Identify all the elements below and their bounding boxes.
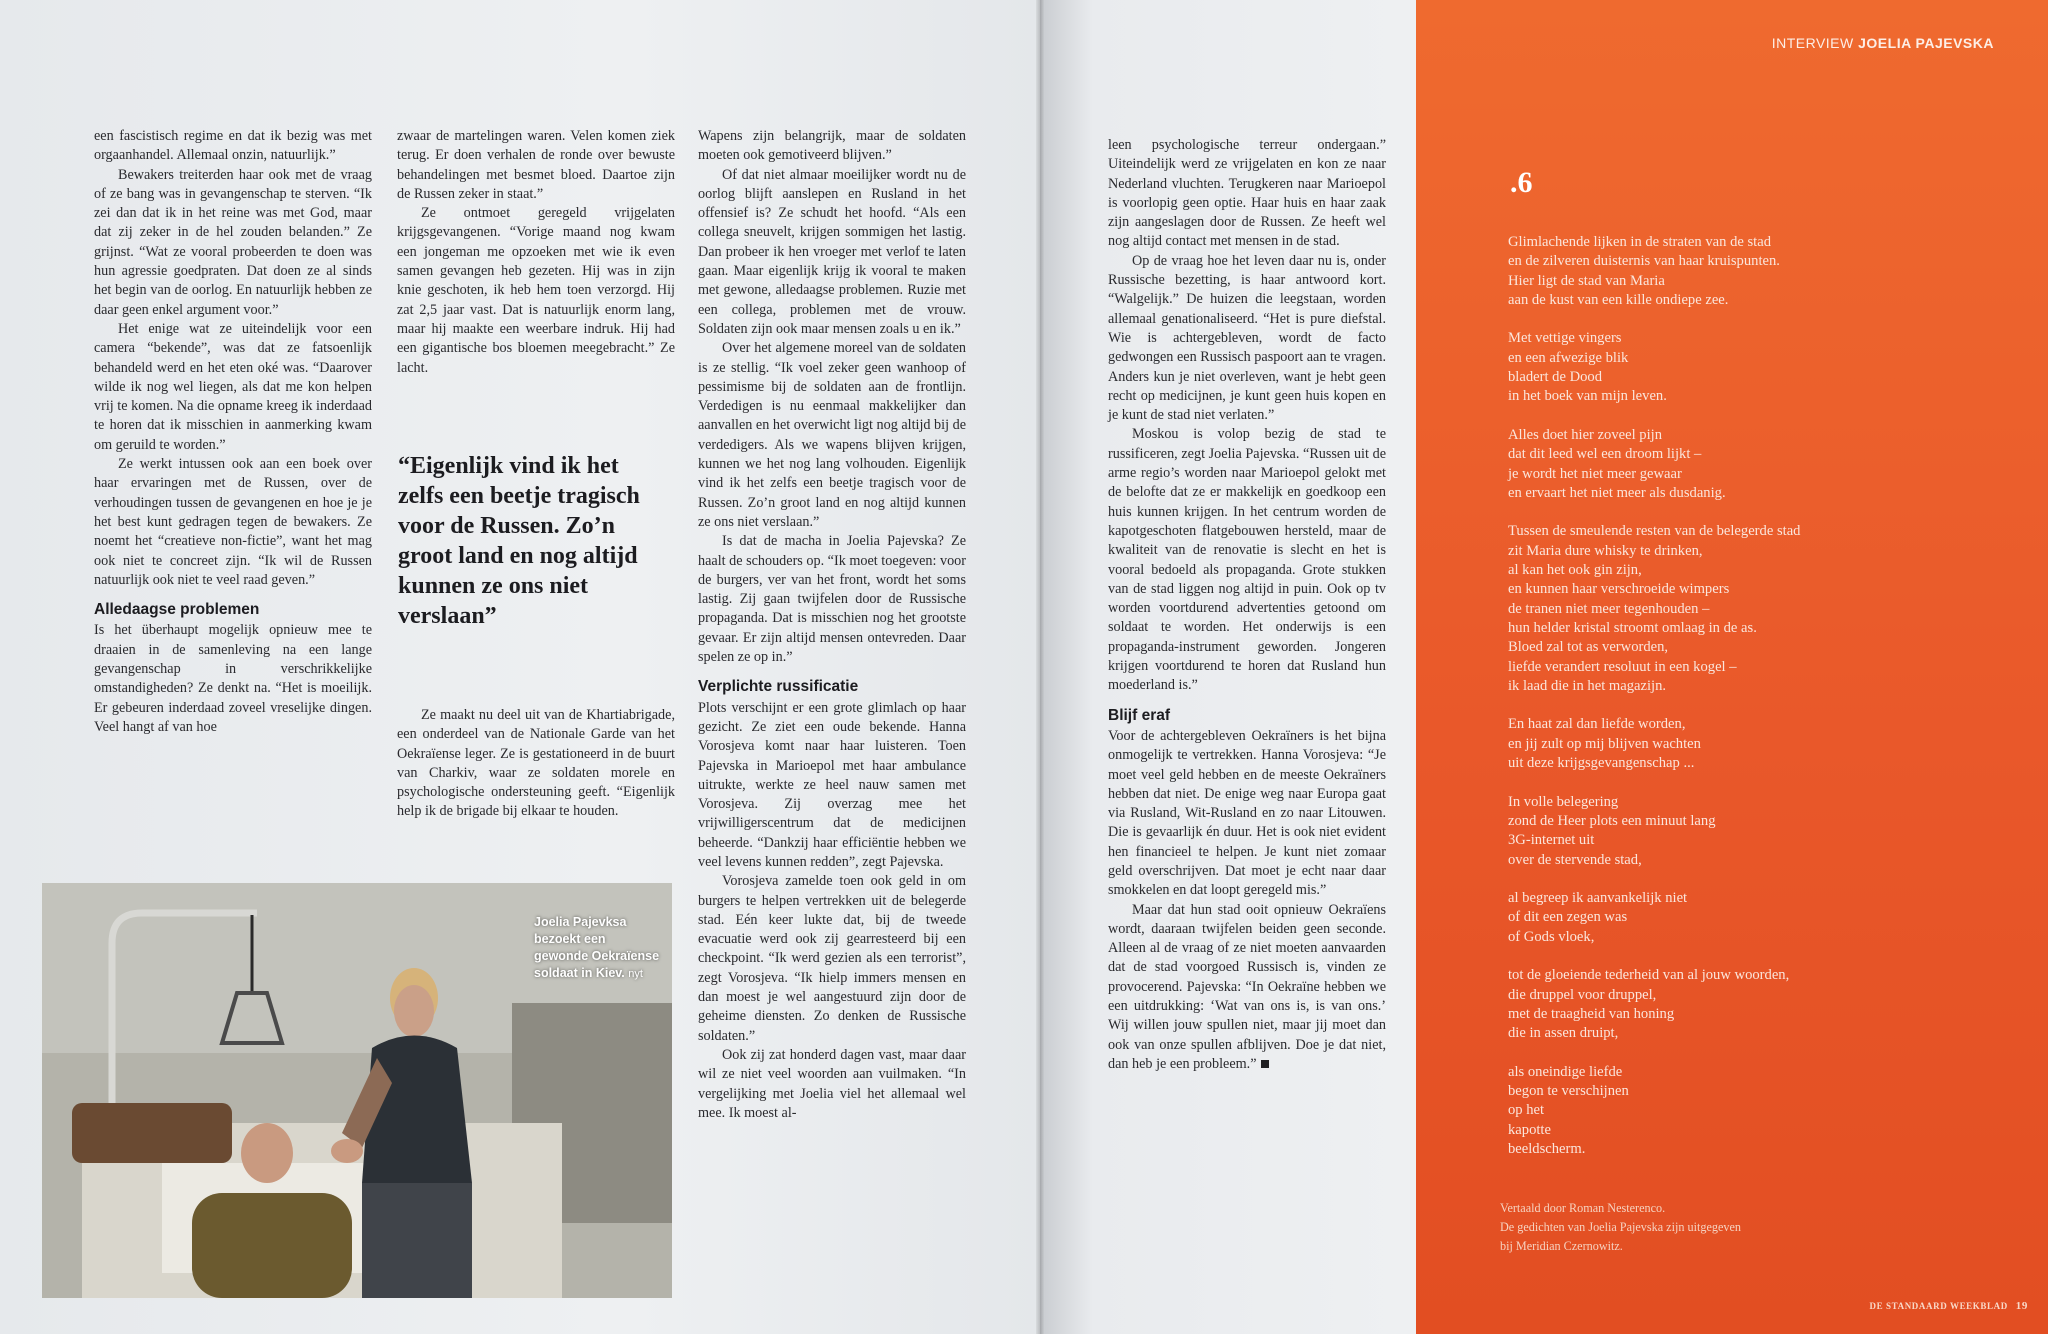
paragraph: Is dat de macha in Joelia Pajevska? Ze haalt de schouders op. “Ik moet toegeven: voor de burgers, ver van het front, wordt het soms lastig. Zij gaan twijfelen door de Russische propaganda. Dat is misschien nog het grootste gevaar. Er zijn altijd mensen ontevreden. Daar spelen ze op in.”: [698, 533, 966, 666]
paragraph: Het enige wat ze uiteindelijk voor een camera “bekende”, was dat ze fatsoenlijk behandeld werd en het eten oké was. “Daarover wilde ik nog wel liegen, als dat me kon helpen vrij te komen. Na die opname kreeg ik inderdaad te horen dat ik misschien in aanmerking kwam om geruild te worden.”: [94, 320, 372, 453]
poem-line: of dit een zegen was: [1508, 909, 1628, 926]
poem-line: die in assen druipt,: [1508, 1025, 1619, 1042]
paragraph: zwaar de martelingen waren. Velen komen ziek terug. Er doen verhalen de ronde over bewuste behandelingen met besmet bloed. Daartoe zijn de Russen zeker in staat.”: [397, 128, 675, 202]
article-column-1: [94, 127, 372, 737]
page-gutter: [1036, 0, 1044, 1334]
poem-line: begon te verschijnen: [1508, 1083, 1629, 1100]
poem-line: En haat zal dan liefde worden,: [1508, 716, 1686, 733]
paragraph: Op de vraag hoe het leven daar nu is, onder Russische bezetting, is haar antwoord kort. “Walgelijk.” De huizen die leegstaan, worden allemaal genationaliseerd. “Het is pure diefstal. Wie is achtergebleven, wordt de facto gedwongen een Russisch paspoort aan te vragen. Anders kun je niet overleven, want je hebt geen recht op medicijnen, je kunt geen huis kopen en je kunt de stad niet verlaten.”: [1108, 252, 1386, 424]
article-column-3: [698, 127, 966, 1123]
poem-line: dat dit leed wel een droom lijkt –: [1508, 446, 1702, 463]
photo-caption: [534, 914, 662, 983]
poem-stanza: [1508, 793, 1888, 870]
poem-line: al begreep ik aanvankelijk niet: [1508, 890, 1688, 907]
poem-line: of Gods vloek,: [1508, 928, 1595, 945]
paragraph: Moskou is volop bezig de stad te russificeren, zegt Joelia Pajevska. “Russen uit de arme regio’s worden naar Marioepol gelokt met de belofte dat ze er makkelijk en goedkoop een huis kunnen krijgen. In het centrum worden de kapotgeschoten flatgebouwen hersteld, maar de kwaliteit van de renovatie is slecht en het is vooral bedoeld als propaganda. Grote stukken van de stad liggen nog altijd in puin. Ook op tv worden voortdurend advertenties getoond om soldaat te worden. Het onderwijs is een propaganda-instrument geworden. Jongeren krijgen voortdurend te horen dat Rusland hun moederland is.”: [1108, 426, 1386, 694]
poem-line: 3G-internet uit: [1508, 832, 1595, 849]
poem-line: je wordt het niet meer gewaar: [1508, 465, 1682, 482]
poem-line: en ervaart het niet meer als dusdanig.: [1508, 484, 1726, 501]
photo-caption-text: Joelia Pajevksa bezoekt een gewonde Oekraïense soldaat in Kiev.: [534, 915, 660, 980]
paragraph: Ze ontmoet geregeld vrijgelaten krijgsgevangenen. “Vorige maand nog kwam een jongeman me opzoeken met wie ik even samen gevangen heb gezeten. Hij was in zijn knie geschoten, ik heb hem toen verzorgd. Hij zat 2,5 jaar vast. Dat is natuurlijk enorm lang, maar hij maakte een weerbare indruk. Hij had een gigantische bos bloemen meegebracht.” Ze lacht.: [397, 205, 675, 376]
paragraph: Ook zij zat honderd dagen vast, maar daar wil ze niet veel woorden aan vuilmaken. “In vergelijking met Joelia viel het allemaal wel mee. Ik moest al-: [698, 1046, 966, 1121]
poem: [1508, 233, 1888, 1179]
end-of-article-mark: [1261, 1060, 1269, 1068]
poem-line: en kunnen haar verschroeide wimpers: [1508, 581, 1730, 598]
poem-line: In volle belegering: [1508, 793, 1619, 810]
poem-stanza: [1508, 426, 1888, 503]
poem-stanza: [1508, 233, 1888, 310]
poem-credits: [1500, 1199, 1880, 1256]
poem-stanza: [1508, 966, 1888, 1043]
poem-number: .6: [1510, 166, 1533, 199]
subheading: Blijf eraf: [1108, 706, 1171, 724]
section-label-name: JOELIA PAJEVSKA: [1858, 35, 1994, 51]
poem-line: liefde verandert resoluut in een kogel –: [1508, 658, 1737, 675]
poem-line: zit Maria dure whisky te drinken,: [1508, 542, 1703, 559]
poem-line: zond de Heer plots een minuut lang: [1508, 812, 1716, 829]
paragraph: een fascistisch regime en dat ik bezig was met orgaanhandel. Allemaal onzin, natuurlijk.”: [94, 128, 372, 164]
paragraph: leen psychologische terreur ondergaan.” Uiteindelijk werd ze vrijgelaten en kon ze naar Nederland vluchten. Terugkeren naar Marioepol is voorlopig geen optie. Haar huis en haar zaak zijn aangeslagen door de Russen. Ze heeft wel nog altijd contact met mensen in de stad.: [1108, 137, 1386, 250]
paragraph: Voor de achtergebleven Oekraïners is het bijna onmogelijk te vertrekken. Hanna Vorosjeva: “Je moet veel geld hebben en de meeste Oekraïners hebben dat niet. De enige weg naar Europa gaat via Rusland, Wit-Rusland en zo naar Litouwen. Die is gevaarlijk én duur. Het is ook niet evident hen financieel te helpen. Je kunt niet zomaar geld overschrijven. Dat moet je echt naar daar smokkelen en dat loopt geregeld mis.”: [1108, 727, 1386, 899]
subheading: Alledaagse problemen: [94, 601, 260, 619]
poem-line: kapotte: [1508, 1121, 1551, 1138]
paragraph-text: Maar dat hun stad ooit opnieuw Oekraïens wordt, daaraan twijfelen beiden geen seconde. Alleen al de vraag of ze niet moeten aanvaarden dat de stad voorgoed Russisch is, vinden ze provocerend. Pajevska: “In Oekraïne hebben we een uitdrukking: ‘Wat van ons is, is van ons.’ Wij willen jouw spullen niet, maar jij moet dan ook van onze spullen afblijven. Doe je dat niet, dan heb je een probleem.”: [1108, 901, 1386, 1072]
poem-line: Glimlachende lijken in de straten van de stad: [1508, 234, 1772, 250]
poem-line: en een afwezige blik: [1508, 349, 1629, 366]
article-column-2: [397, 127, 675, 378]
poem-stanza: [1508, 889, 1888, 947]
poem-line: als oneindige liefde: [1508, 1063, 1623, 1080]
poem-line: ik laad die in het magazijn.: [1508, 677, 1667, 694]
poem-stanza: [1508, 1063, 1888, 1159]
poem-line: hun helder kristal stroomt omlaag in de as.: [1508, 619, 1757, 636]
poem-line: in het boek van mijn leven.: [1508, 388, 1667, 405]
paragraph: Is het überhaupt mogelijk opnieuw mee te draaien in de samenleving na een lange gevangenschap in verschrikkelijke omstandigheden? Ze denkt na. “Het is moeilijk. Er gebeuren inderdaad zoveel vreselijke dingen. Veel hangt af van hoe: [94, 622, 372, 735]
poem-stanza: [1508, 715, 1888, 773]
article-column-2-continued: [397, 706, 675, 822]
paragraph: Bewakers treiterden haar ook met de vraag of ze bang was in gevangenschap te sterven. “Ik zei dan dat ik in het reine was met God, maar dat zij zeker in de hel zouden belanden.” Ze grijnst. “Wat ze vooral probeerden te doen was hun agressie goedpraten. Dat doen ze al sinds het begin van de oorlog. En natuurlijk hebben ze daar geen enkel argument voor.”: [94, 166, 372, 318]
page-number: 19: [2015, 1300, 2028, 1312]
poem-line: over de stervende stad,: [1508, 851, 1642, 868]
poem-line: al kan het ook gin zijn,: [1508, 562, 1642, 579]
translator-credit: Vertaald door Roman Nesterenco.: [1500, 1201, 1666, 1215]
poem-stanza: [1508, 329, 1888, 406]
poem-line: Hier ligt de stad van Maria: [1508, 272, 1665, 289]
poem-line: op het: [1508, 1102, 1545, 1119]
paragraph: Wapens zijn belangrijk, maar de soldaten moeten ook gemotiveerd blijven.”: [698, 128, 966, 164]
poem-line: met de traagheid van honing: [1508, 1005, 1675, 1022]
poem-line: de tranen niet meer tegenhouden –: [1508, 600, 1710, 617]
paragraph: [1108, 901, 1386, 1075]
poem-line: beeldscherm.: [1508, 1140, 1586, 1157]
poem-line: Alles doet hier zoveel pijn: [1508, 426, 1662, 443]
poem-line: en de zilveren duisternis van haar kruispunten.: [1508, 253, 1780, 270]
publisher-credit-line-2: bij Meridian Czernowitz.: [1500, 1239, 1623, 1253]
poem-line: aan de kust van een kille ondiepe zee.: [1508, 291, 1729, 308]
paragraph: Over het algemene moreel van de soldaten is ze stellig. “Ik voel zeker geen wanhoop of pessimisme bij de soldaten aan de frontlijn. Verdedigen is nu eenmaal makkelijker dan aanvallen en het overwicht ligt nog altijd bij de verdedigers. Als we wapens blijven krijgen, kunnen we het nog lang volhouden. Eigenlijk vind ik het zelfs een beetje tragisch voor de Russen. Zo’n groot land en nog altijd kunnen ze ons niet verslaan.”: [698, 340, 966, 530]
poem-line: en jij zult op mij blijven wachten: [1508, 735, 1701, 752]
publisher-credit-line-1: De gedichten van Joelia Pajevska zijn uitgegeven: [1500, 1220, 1741, 1234]
poem-stanza: [1508, 522, 1888, 696]
poem-line: Bloed zal tot as verworden,: [1508, 639, 1669, 656]
page-footer: [1870, 1300, 2029, 1312]
paragraph: Plots verschijnt er een grote glimlach op haar gezicht. Ze ziet een oude bekende. Hanna Vorosjeva komt naar haar luisteren. Toen Pajevska in Marioepol met haar ambulance uitrukte, werkte ze heel nauw samen met Vorosjeva. Zij overzag mee het vrijwilligerscentrum dat de medicijnen beheerde. “Dankzij haar efficiëntie hebben we veel levens kunnen redden”, zegt Pajevska.: [698, 699, 966, 870]
poem-line: tot de gloeiende tederheid van al jouw woorden,: [1508, 967, 1790, 984]
poem-line: bladert de Dood: [1508, 369, 1603, 386]
photo-credit: nyt: [628, 968, 643, 980]
paragraph: Vorosjeva zamelde toen ook geld in om burgers te helpen vertrekken uit de belegerde stad. Eén keer lukte dat, bij de tweede evacuatie werd ook zij gearresteerd bij een checkpoint. “Ik werd gezien als een terrorist”, zegt Vorosjeva. “Ik hielp immers mensen en dan moest je wel aangestuurd zijn door de geheime diensten. Zo denken de Russische soldaten.”: [698, 873, 966, 1044]
magazine-name: DE STANDAARD WEEKBLAD: [1869, 1301, 2008, 1311]
article-column-4: [1108, 136, 1386, 1074]
section-label: [1772, 35, 1994, 51]
poem-line: die druppel voor druppel,: [1508, 986, 1657, 1003]
paragraph: Of dat niet almaar moeilijker wordt nu de oorlog blijft aanslepen en Rusland in het offensief is? Ze schudt het hoofd. “Als een collega sneuvelt, krijgen sommigen het lastig. Dan probeer ik hen vroeger met verlof te laten gaan. Maar eigenlijk krijg ik vooral te maken met gewone, alledaagse problemen. Ruzie met een collega, problemen met de vrouw. Soldaten zijn ook maar mensen zoals u en ik.”: [698, 166, 966, 337]
poem-line: uit deze krijgsgevangenschap ...: [1508, 755, 1695, 772]
poem-line: Met vettige vingers: [1508, 330, 1622, 347]
paragraph: Ze werkt intussen ook aan een boek over haar ervaringen met de Russen, over de verhoudingen tussen de gevangenen en hoe je je het best kunt gedragen tegen de bewakers. Ze noemt het “creatieve non-fictie”, want het mag ook niet te concreet zijn. “Ik wil de Russen natuurlijk ook niet te veel raad geven.”: [94, 456, 372, 588]
paragraph: Ze maakt nu deel uit van de Khartiabrigade, een onderdeel van de Nationale Garde van het Oekraïense leger. Ze is gestationeerd in de buurt van Charkiv, waar ze soldaten morele en psychologische ondersteuning geeft. “Eigenlijk help ik de brigade bij elkaar te houden.: [397, 707, 675, 820]
subheading: Verplichte russificatie: [698, 678, 859, 696]
poem-line: Tussen de smeulende resten van de belegerde stad: [1508, 523, 1801, 540]
section-label-light: INTERVIEW: [1771, 35, 1854, 51]
pull-quote: “Eigenlijk vind ik het zelfs een beetje tragisch voor de Russen. Zo’n groot land en nog altijd kunnen ze ons niet verslaan”: [398, 453, 640, 629]
